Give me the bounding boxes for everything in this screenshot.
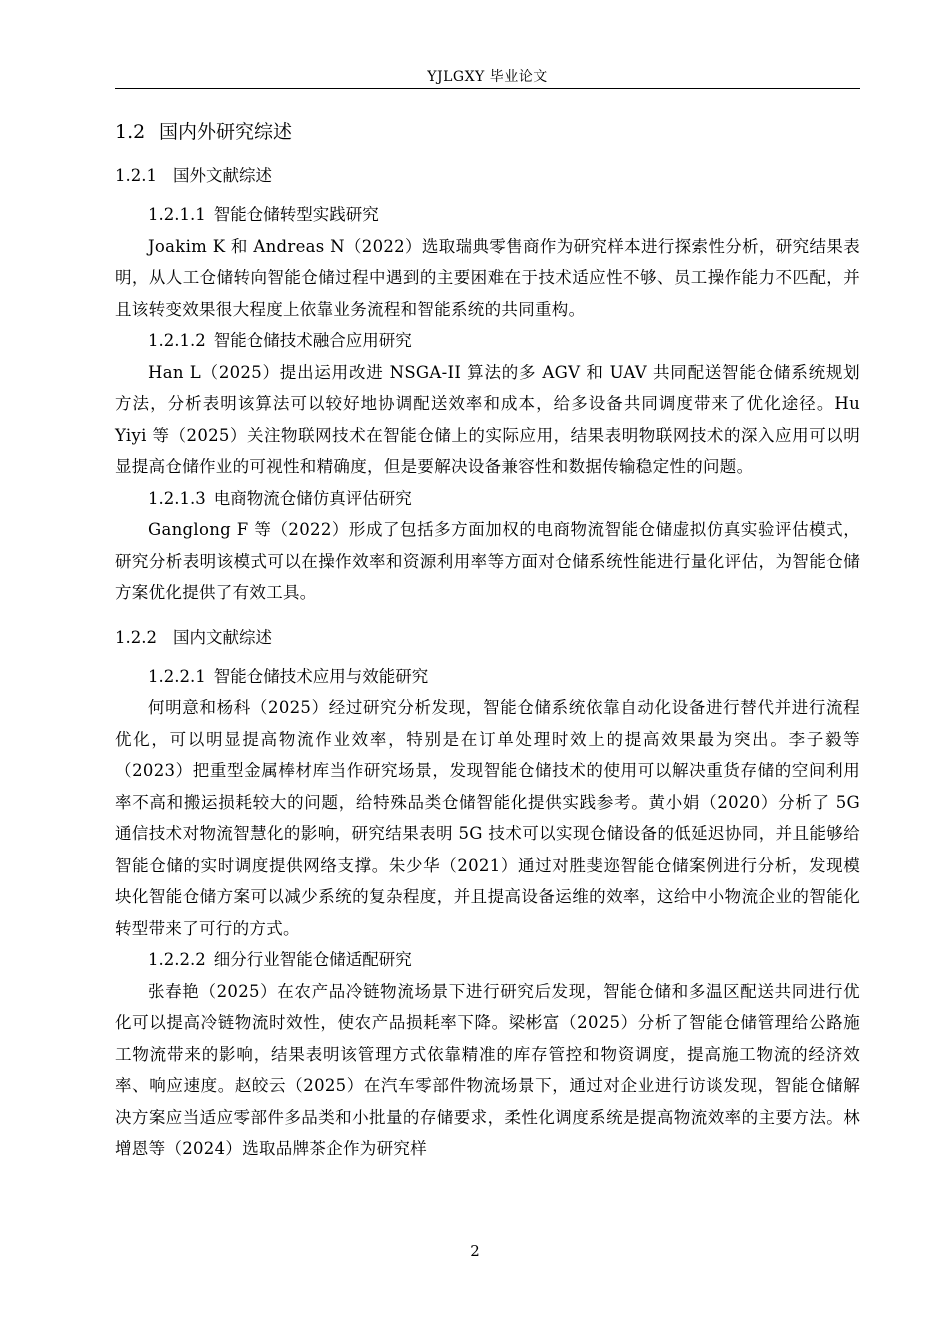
subsubsection-heading <box>115 944 860 976</box>
page-number: 2 <box>470 1242 480 1260</box>
subsection-number: 1.2.1 <box>115 166 157 185</box>
subsubsection-heading <box>115 661 860 693</box>
paragraph: Joakim K 和 Andreas N（2022）选取瑞典零售商作为研究样本进行探索性分析，研究结果表明，从人工仓储转向智能仓储过程中遇到的主要困难在于技术适应性不够、员工操作能力不匹配，并且该转变效果很大程度上依靠业务流程和智能系统的共同重构。 <box>115 236 860 319</box>
section-title: 国内外研究综述 <box>159 121 293 143</box>
subsection-title: 国外文献综述 <box>173 166 272 185</box>
paragraph: Han L（2025）提出运用改进 NSGA-II 算法的多 AGV 和 UAV 共同配送智能仓储系统规划方法，分析表明该算法可以较好地协调配送效率和成本，给多设备共同调度带来了优化途径。Hu Yiyi 等（2025）关注物联网技术在智能仓储上的实际应用，结果表明物联网技术的深入应用可以明显提高仓储作业的可视性和精确度，但是要解决设备兼容性和数据传输稳定性的问题。 <box>115 362 860 476</box>
subsection-title: 国内文献综述 <box>173 627 272 647</box>
subsubsection-title: 电商物流仓储仿真评估研究 <box>213 488 412 508</box>
spacer <box>115 609 860 621</box>
subsubsection-number: 1.2.1.1 <box>148 205 206 224</box>
subsubsection-title: 智能仓储技术应用与效能研究 <box>213 666 429 686</box>
header-rule <box>115 88 860 89</box>
section-heading <box>115 115 860 149</box>
subsection-heading <box>115 621 860 655</box>
subsubsection-title: 智能仓储转型实践研究 <box>213 205 379 224</box>
subsubsection-heading <box>115 483 860 515</box>
subsubsection-title: 智能仓储技术融合应用研究 <box>213 331 412 350</box>
page-content <box>115 115 860 1165</box>
subsubsection-number: 1.2.2.2 <box>148 950 206 969</box>
subsubsection-number: 1.2.1.2 <box>148 331 206 350</box>
running-header: YJLGXY 毕业论文 <box>427 69 548 85</box>
subsubsection-number: 1.2.2.1 <box>148 666 206 686</box>
subsubsection-heading <box>115 325 860 357</box>
section-number: 1.2 <box>115 121 146 143</box>
paragraph: Ganglong F 等（2022）形成了包括多方面加权的电商物流智能仓储虚拟仿真实验评估模式，研究分析表明该模式可以在操作效率和资源利用率等方面对仓储系统性能进行量化评估，为智能仓储方案优化提供了有效工具。 <box>115 520 860 602</box>
subsubsection-number: 1.2.1.3 <box>148 488 206 508</box>
paragraph: 张春艳（2025）在农产品冷链物流场景下进行研究后发现，智能仓储和多温区配送共同进行优化可以提高冷链物流时效性，使农产品损耗率下降。梁彬富（2025）分析了智能仓储管理给公路施工物流带来的影响，结果表明该管理方式依靠精准的库存管控和物资调度，提高施工物流的经济效率、响应速度。赵皎云（2025）在汽车零部件物流场景下，通过对企业进行访谈发现，智能仓储解决方案应当适应零部件多品类和小批量的存储要求，柔性化调度系统是提高物流效率的主要方法。林增恩等（2024）选取品牌茶企作为研究样 <box>115 981 860 1158</box>
subsubsection-title: 细分行业智能仓储适配研究 <box>213 950 412 969</box>
subsubsection-heading <box>115 199 860 231</box>
subsection-number: 1.2.2 <box>115 627 157 647</box>
spacer <box>115 149 860 159</box>
subsection-heading <box>115 159 860 193</box>
paragraph: 何明意和杨科（2025）经过研究分析发现，智能仓储系统依靠自动化设备进行替代并进行流程优化，可以明显提高物流作业效率，特别是在订单处理时效上的提高效果最为突出。李子毅等（2023）把重型金属棒材库当作研究场景，发现智能仓储技术的使用可以解决重货存储的空间利用率不高和搬运损耗较大的问题，给特殊品类仓储智能化提供实践参考。黄小娟（2020）分析了 5G 通信技术对物流智慧化的影响，研究结果表明 5G 技术可以实现仓储设备的低延迟协同，并且能够给智能仓储的实时调度提供网络支撑。朱少华（2021）通过对胜斐迩智能仓储案例进行分析，发现模块化智能仓储方案可以减少系统的复杂程度，并且提高设备运维的效率，这给中小物流企业的智能化转型带来了可行的方式。 <box>115 698 860 938</box>
